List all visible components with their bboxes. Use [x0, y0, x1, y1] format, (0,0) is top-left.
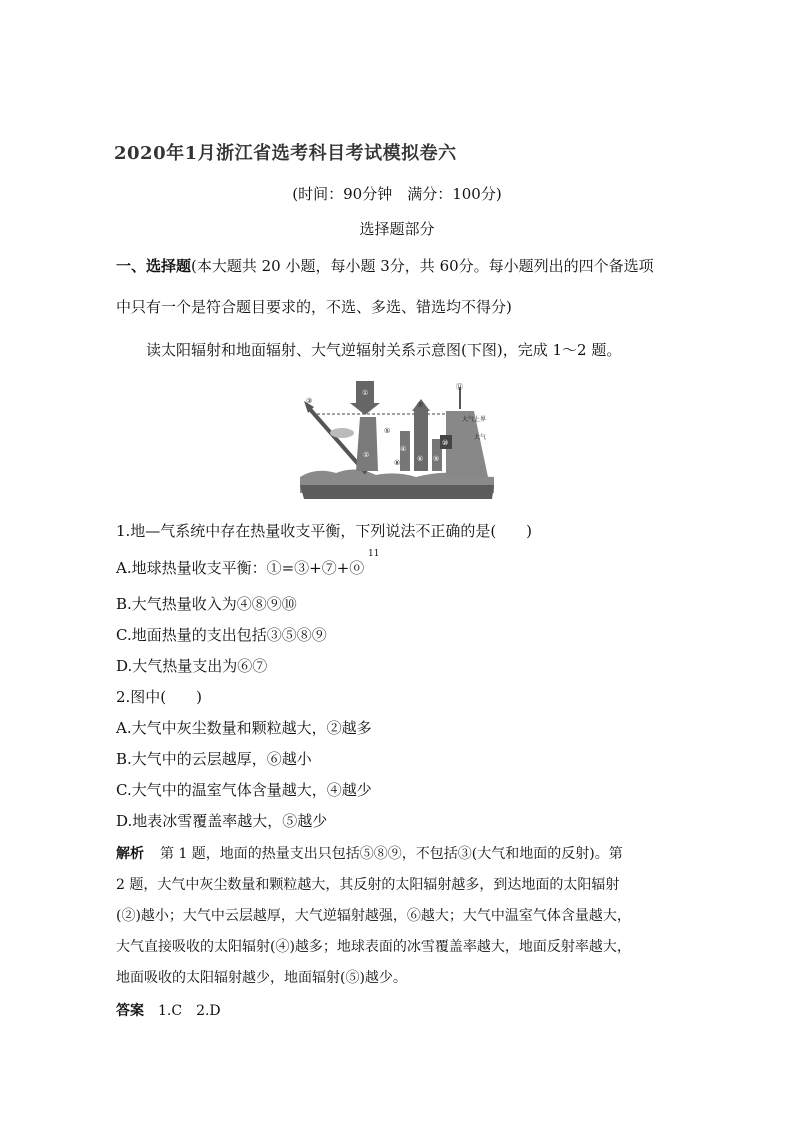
section-heading: 选择题部分: [359, 220, 435, 238]
surface-solar-column: [356, 417, 378, 471]
instructions-line-1: [116, 255, 654, 276]
circled-6: ⑥: [417, 455, 424, 463]
solar-incoming-arrowhead: [350, 403, 380, 415]
label-upper-boundary: 大气上界: [462, 416, 487, 423]
radiation-diagram: [296, 381, 496, 503]
instructions-head: 一、选择题: [116, 257, 192, 275]
circled-5: ⑤: [384, 427, 391, 435]
circled-4: ④: [400, 445, 407, 453]
circled-10: ⑩: [442, 439, 449, 447]
instructions-rest: (本大题共 20 小题，每小题 3分，共 60分。每小题列出的四个备选项: [191, 257, 654, 275]
analysis-line-2: 2 题，大气中灰尘数量和颗粒越大，其反射的太阳辐射越多，到达地面的太阳辐射: [116, 877, 620, 893]
circled-9: ⑨: [433, 455, 440, 463]
circled-11: ⑪: [456, 383, 463, 391]
answer-label: 答案: [116, 1003, 144, 1019]
label-atmosphere: 大气: [474, 434, 487, 441]
cloud-shape: [330, 428, 354, 438]
question-2-option-c: C.大气中的温室气体含量越大，④越少: [116, 781, 372, 799]
analysis-line-1: [116, 843, 623, 863]
question-1-option-a-superscript: 11: [368, 549, 380, 559]
question-1-option-d: D.大气热量支出为⑥⑦: [116, 657, 268, 675]
answer-line: [116, 1000, 221, 1020]
question-2-option-d: D.地表冰雪覆盖率越大，⑤越少: [116, 812, 328, 830]
question-1-stem: 1.地—气系统中存在热量收支平衡，下列说法不正确的是( ): [116, 522, 533, 540]
question-2-option-a: A.大气中灰尘数量和颗粒越大，②越多: [116, 719, 372, 737]
analysis-text-1: 第 1 题，地面的热量支出只包括⑤⑧⑨，不包括③(大气和地面的反射)。第: [160, 846, 623, 862]
circled-1: ①: [362, 389, 369, 397]
circled-3: ③: [306, 397, 313, 405]
circled-8: ⑧: [394, 459, 401, 467]
question-1-option-a: A.地球热量收支平衡：①=③+⑦+ⓞ: [116, 559, 365, 577]
page-title: 2020年1月浙江省选考科目考试模拟卷六: [114, 143, 457, 164]
analysis-line-3: (②)越小；大气中云层越厚，大气逆辐射越强，⑥越大；大气中温室气体含量越大，: [116, 908, 631, 924]
circled-2: ②: [363, 451, 370, 459]
circled-7: ⑦: [417, 401, 424, 409]
question-2-option-b: B.大气中的云层越厚，⑥越小: [116, 750, 312, 768]
question-2-stem: 2.图中( ): [116, 688, 203, 706]
intro-text: 读太阳辐射和地面辐射、大气逆辐射关系示意图(下图)，完成 1～2 题。: [146, 341, 622, 359]
analysis-label: 解析: [116, 846, 144, 862]
answer-value: 1.C 2.D: [158, 1003, 221, 1019]
instructions-line-2: 中只有一个是符合题目要求的，不选、多选、错选均不得分): [116, 298, 512, 316]
question-1-option-c: C.地面热量的支出包括③⑤⑧⑨: [116, 626, 327, 644]
exam-time-info: (时间：90分钟 满分：100分): [292, 185, 502, 203]
analysis-line-4: 大气直接吸收的太阳辐射(④)越多；地球表面的冰雪覆盖率越大，地面反射率越大，: [116, 939, 631, 955]
question-1-option-b: B.大气热量收入为④⑧⑨⑩: [116, 595, 297, 613]
analysis-line-5: 地面吸收的太阳辐射越少，地面辐射(⑤)越少。: [116, 970, 407, 986]
ground-base: [300, 485, 494, 499]
radiation-diagram-svg: [296, 381, 496, 503]
